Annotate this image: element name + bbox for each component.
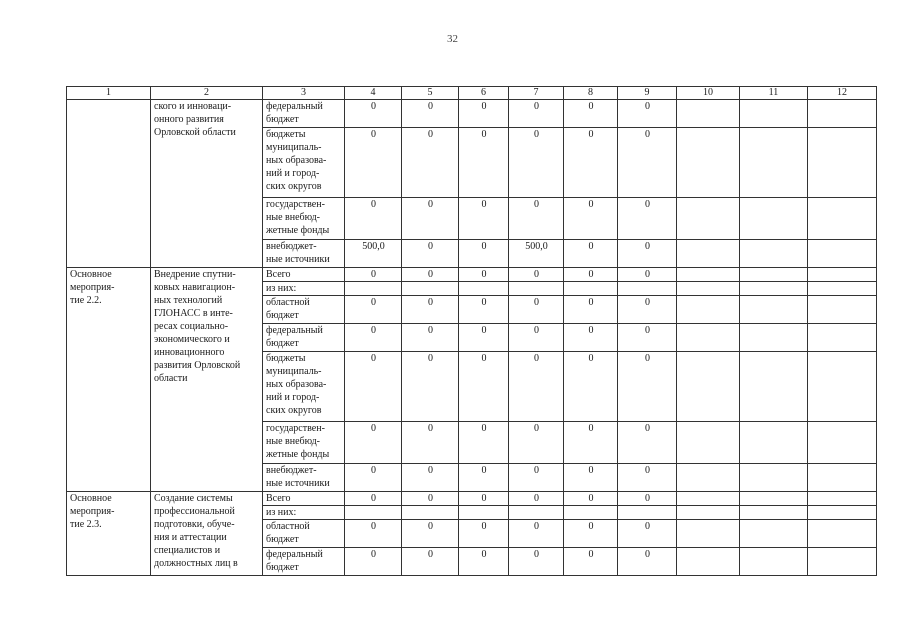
value-cell: 0 (345, 296, 402, 324)
funding-source-cell: государствен- ные внебюд- жетные фонды (263, 422, 345, 464)
column-header-row (67, 87, 877, 100)
table-row (67, 268, 877, 282)
value-cell: 0 (564, 520, 618, 548)
value-cell: 0 (402, 324, 459, 352)
funding-source-cell: областной бюджет (263, 520, 345, 548)
value-cell (509, 282, 564, 296)
measure-description-cell: Создание системы профессиональной подготовки, обуче- ния и аттестации специалистов и должностных лиц в (151, 492, 263, 576)
empty-cell (740, 100, 808, 128)
value-cell: 0 (402, 296, 459, 324)
value-cell: 0 (509, 296, 564, 324)
value-cell: 0 (402, 520, 459, 548)
value-cell: 0 (402, 548, 459, 576)
value-cell: 0 (459, 268, 509, 282)
empty-cell (740, 548, 808, 576)
empty-cell (740, 240, 808, 268)
empty-cell (808, 198, 877, 240)
table-row (67, 492, 877, 506)
value-cell: 0 (618, 548, 677, 576)
column-header: 11 (740, 87, 808, 100)
value-cell: 0 (402, 128, 459, 198)
empty-cell (677, 100, 740, 128)
value-cell: 0 (459, 464, 509, 492)
empty-cell (808, 240, 877, 268)
value-cell: 0 (402, 198, 459, 240)
value-cell: 0 (402, 268, 459, 282)
empty-cell (677, 128, 740, 198)
empty-cell (740, 128, 808, 198)
table-row (67, 100, 877, 128)
value-cell (402, 282, 459, 296)
value-cell: 0 (618, 422, 677, 464)
empty-cell (740, 464, 808, 492)
value-cell: 0 (402, 352, 459, 422)
value-cell (618, 282, 677, 296)
column-header: 5 (402, 87, 459, 100)
value-cell: 0 (402, 240, 459, 268)
column-header: 10 (677, 87, 740, 100)
value-cell: 0 (618, 352, 677, 422)
empty-cell (740, 506, 808, 520)
column-header: 12 (808, 87, 877, 100)
value-cell: 0 (618, 324, 677, 352)
value-cell: 0 (509, 422, 564, 464)
funding-source-cell: из них: (263, 506, 345, 520)
funding-source-cell: из них: (263, 282, 345, 296)
funding-source-cell: Всего (263, 492, 345, 506)
value-cell: 0 (564, 324, 618, 352)
value-cell (459, 282, 509, 296)
page-number: 32 (447, 33, 458, 45)
empty-cell (808, 422, 877, 464)
value-cell: 0 (459, 352, 509, 422)
value-cell (402, 506, 459, 520)
empty-cell (808, 548, 877, 576)
value-cell: 0 (345, 324, 402, 352)
empty-cell (677, 492, 740, 506)
value-cell: 0 (618, 198, 677, 240)
funding-source-cell: внебюджет- ные источники (263, 240, 345, 268)
empty-cell (808, 282, 877, 296)
empty-cell (677, 520, 740, 548)
empty-cell (808, 492, 877, 506)
value-cell: 0 (564, 128, 618, 198)
empty-cell (808, 520, 877, 548)
value-cell: 0 (564, 492, 618, 506)
value-cell: 500,0 (345, 240, 402, 268)
value-cell (564, 506, 618, 520)
empty-cell (740, 198, 808, 240)
funding-source-cell: бюджеты муниципаль- ных образова- ний и город- ских округов (263, 128, 345, 198)
value-cell: 0 (509, 100, 564, 128)
value-cell: 0 (564, 240, 618, 268)
empty-cell (808, 100, 877, 128)
value-cell: 0 (618, 128, 677, 198)
value-cell: 0 (564, 464, 618, 492)
measure-label-cell: Основное мероприя- тие 2.3. (67, 492, 151, 576)
value-cell: 0 (345, 492, 402, 506)
value-cell: 0 (402, 422, 459, 464)
value-cell: 0 (564, 198, 618, 240)
funding-source-cell: внебюджет- ные источники (263, 464, 345, 492)
value-cell: 0 (564, 296, 618, 324)
value-cell: 0 (345, 352, 402, 422)
column-header: 4 (345, 87, 402, 100)
value-cell: 0 (345, 268, 402, 282)
empty-cell (677, 324, 740, 352)
measure-description-cell: Внедрение спутни- ковых навигацион- ных технологий ГЛОНАСС в инте- ресах социально- экономического и инновационного развития Орловской области (151, 268, 263, 492)
value-cell: 0 (618, 240, 677, 268)
measure-label-cell: Основное мероприя- тие 2.2. (67, 268, 151, 492)
value-cell: 0 (459, 198, 509, 240)
value-cell: 0 (618, 520, 677, 548)
empty-cell (677, 268, 740, 282)
value-cell: 0 (618, 268, 677, 282)
value-cell (345, 506, 402, 520)
value-cell: 0 (459, 548, 509, 576)
value-cell (459, 506, 509, 520)
value-cell: 0 (402, 492, 459, 506)
value-cell: 0 (459, 324, 509, 352)
value-cell: 0 (459, 296, 509, 324)
column-header: 3 (263, 87, 345, 100)
empty-cell (740, 422, 808, 464)
empty-cell (808, 268, 877, 282)
funding-source-cell: бюджеты муниципаль- ных образова- ний и город- ских округов (263, 352, 345, 422)
funding-source-cell: государствен- ные внебюд- жетные фонды (263, 198, 345, 240)
value-cell: 0 (564, 352, 618, 422)
empty-cell (808, 506, 877, 520)
empty-cell (808, 352, 877, 422)
value-cell: 0 (564, 268, 618, 282)
value-cell: 0 (618, 100, 677, 128)
empty-cell (740, 282, 808, 296)
empty-cell (740, 324, 808, 352)
funding-source-cell: федеральный бюджет (263, 324, 345, 352)
column-header: 8 (564, 87, 618, 100)
empty-cell (740, 520, 808, 548)
value-cell: 0 (345, 464, 402, 492)
empty-cell (677, 422, 740, 464)
value-cell: 0 (402, 100, 459, 128)
value-cell: 0 (618, 464, 677, 492)
value-cell: 0 (509, 492, 564, 506)
empty-cell (677, 240, 740, 268)
value-cell: 0 (618, 492, 677, 506)
empty-cell (677, 506, 740, 520)
empty-cell (677, 548, 740, 576)
value-cell: 0 (345, 198, 402, 240)
column-header: 7 (509, 87, 564, 100)
value-cell: 0 (345, 520, 402, 548)
value-cell: 0 (509, 520, 564, 548)
empty-cell (677, 282, 740, 296)
empty-cell (808, 128, 877, 198)
value-cell: 0 (459, 128, 509, 198)
funding-source-cell: Всего (263, 268, 345, 282)
value-cell: 0 (509, 198, 564, 240)
empty-cell (677, 296, 740, 324)
value-cell: 0 (345, 548, 402, 576)
empty-cell (808, 296, 877, 324)
value-cell (345, 282, 402, 296)
empty-cell (740, 268, 808, 282)
value-cell: 0 (345, 422, 402, 464)
empty-cell (740, 352, 808, 422)
value-cell: 0 (564, 100, 618, 128)
measure-description-cell: ского и инноваци- онного развития Орловской области (151, 100, 263, 268)
value-cell: 0 (402, 464, 459, 492)
value-cell (564, 282, 618, 296)
funding-source-cell: областной бюджет (263, 296, 345, 324)
empty-cell (677, 464, 740, 492)
empty-cell (808, 464, 877, 492)
value-cell: 0 (459, 422, 509, 464)
value-cell: 0 (459, 100, 509, 128)
empty-cell (808, 324, 877, 352)
column-header: 1 (67, 87, 151, 100)
value-cell: 0 (618, 296, 677, 324)
budget-table (66, 86, 877, 576)
empty-cell (740, 492, 808, 506)
value-cell: 0 (459, 240, 509, 268)
value-cell: 0 (564, 422, 618, 464)
value-cell: 0 (564, 548, 618, 576)
value-cell: 0 (509, 464, 564, 492)
column-header: 6 (459, 87, 509, 100)
column-header: 9 (618, 87, 677, 100)
funding-source-cell: федеральный бюджет (263, 100, 345, 128)
value-cell: 0 (509, 548, 564, 576)
value-cell: 0 (459, 520, 509, 548)
value-cell (618, 506, 677, 520)
measure-label-cell (67, 100, 151, 268)
value-cell: 0 (509, 268, 564, 282)
funding-source-cell: федеральный бюджет (263, 548, 345, 576)
value-cell: 0 (509, 352, 564, 422)
column-header: 2 (151, 87, 263, 100)
value-cell: 0 (459, 492, 509, 506)
empty-cell (677, 352, 740, 422)
empty-cell (677, 198, 740, 240)
empty-cell (740, 296, 808, 324)
value-cell: 500,0 (509, 240, 564, 268)
value-cell: 0 (509, 128, 564, 198)
value-cell: 0 (345, 128, 402, 198)
value-cell (509, 506, 564, 520)
value-cell: 0 (509, 324, 564, 352)
value-cell: 0 (345, 100, 402, 128)
